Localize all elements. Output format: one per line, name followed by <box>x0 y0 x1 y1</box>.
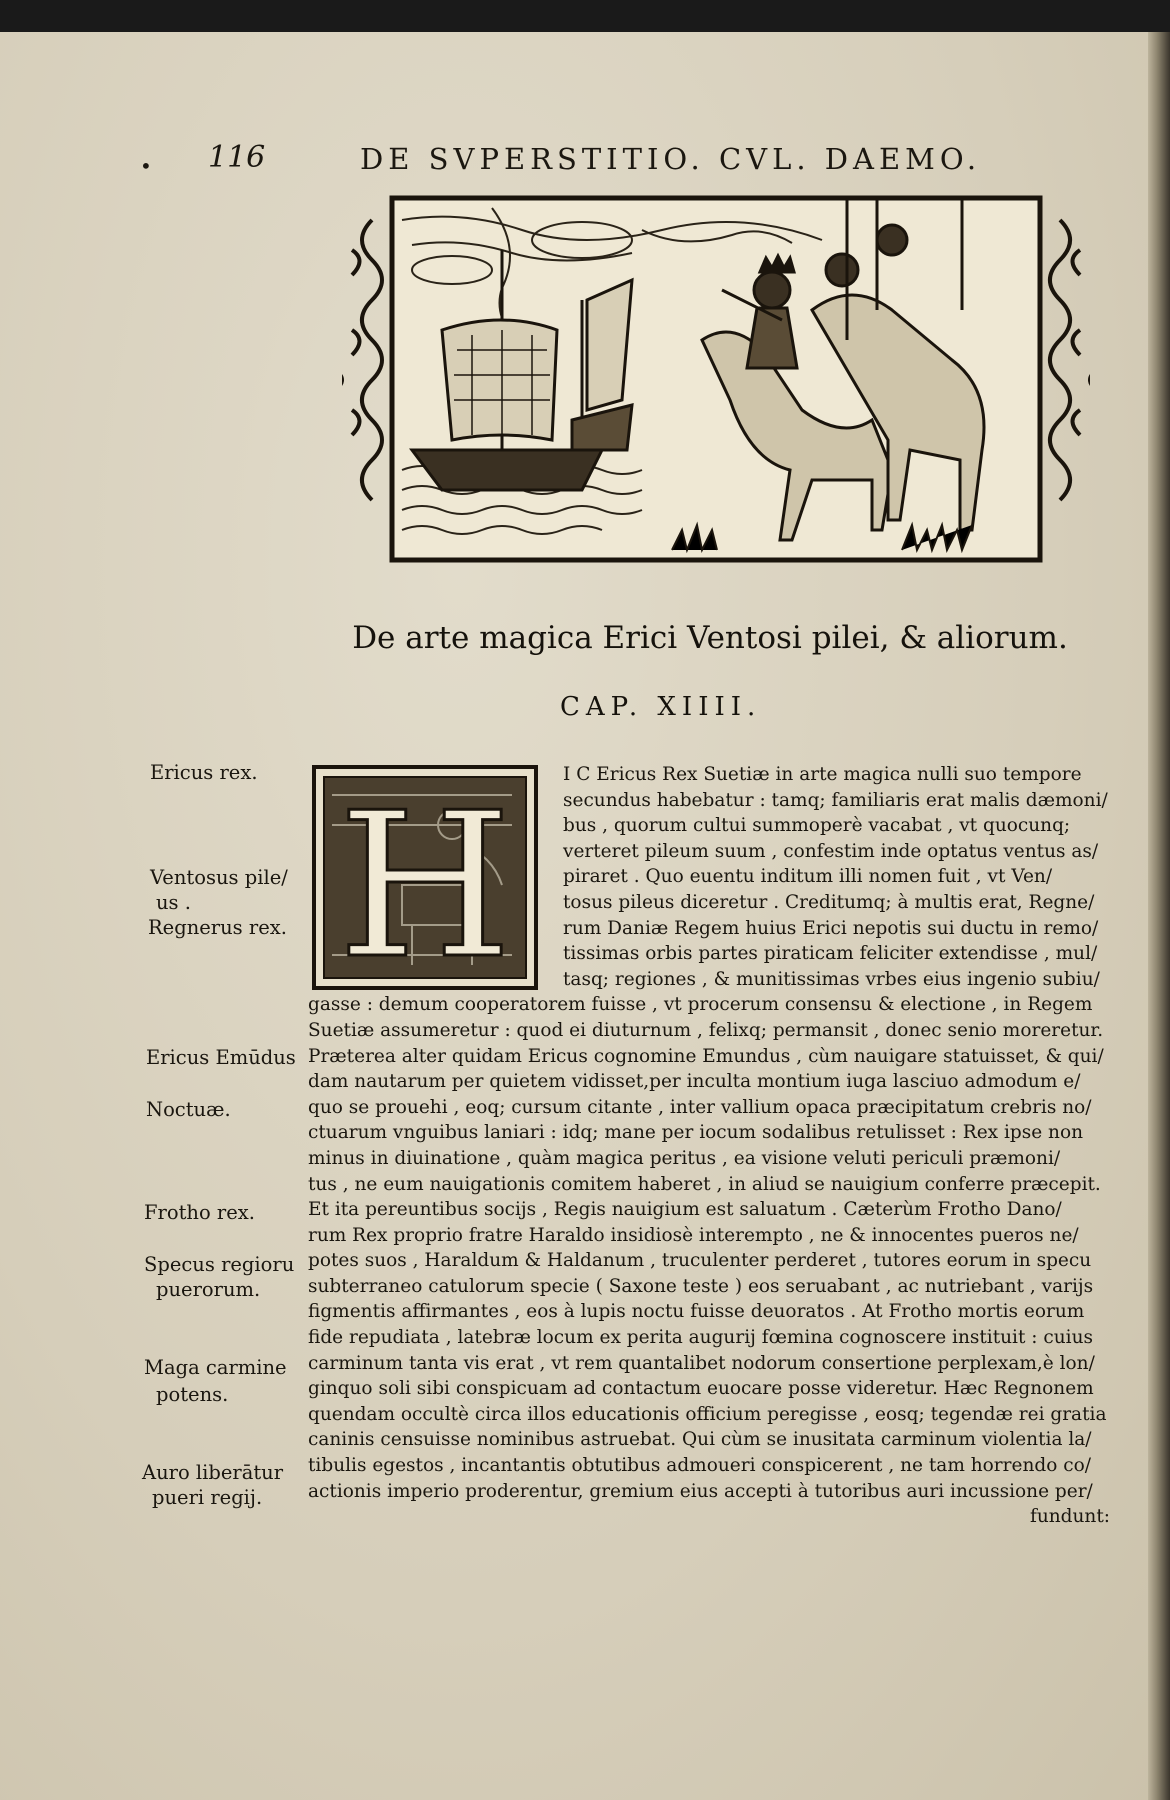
body-line: tibulis egestos , incantantis obtutibus admoueri conspicerent , ne tam horrendo co/ <box>308 1455 1091 1477</box>
body-line: subterraneo catulorum specie ( Saxone teste ) eos seruabant , ac nutriebant , varijs <box>308 1275 1094 1297</box>
body-line: rum Rex proprio fratre Haraldo insidiosè interempto , ne & innocentes pueros ne/ <box>308 1224 1079 1246</box>
chapter-body <box>308 762 1110 1530</box>
margin-note-auro-1: Auro liberātur <box>142 1461 284 1484</box>
body-line: tissimas orbis partes piraticam feliciter extendisse , mul/ <box>563 943 1098 965</box>
body-line: ctuarum vnguibus laniari : idq; mane per iocum sodalibus retulisset : Rex ipse non <box>308 1122 1084 1144</box>
body-line: caninis censuisse nominibus astruebat. Qui cùm se inusitata carminum violentia la/ <box>308 1429 1092 1451</box>
page-header <box>140 140 1060 176</box>
body-line: tus , ne eum nauigationis comitem haberet , in aliud se nauigium conferre præcepit. <box>308 1173 1101 1195</box>
body-line: rum Daniæ Regem huius Erici nepotis sui ductu in remo/ <box>563 917 1099 939</box>
body-line: actionis imperio proderentur, gremium eius accepti à tutoribus auri incussione per/ <box>308 1480 1093 1502</box>
body-line: dam nautarum per quietem vidisset,per inculta montium iuga lasciuo admodum e/ <box>308 1071 1081 1093</box>
margin-note-noctuae: Noctuæ. <box>146 1098 231 1121</box>
left-ornament <box>342 220 382 500</box>
body-line: gasse : demum cooperatorem fuisse , vt procerum consensu & electione , in Regem <box>308 994 1093 1016</box>
woodcut-illustration <box>342 190 1090 570</box>
right-ornament <box>1050 220 1090 500</box>
body-line: fide repudiata , latebræ locum ex perita augurij fœmina cognoscere instituit : cuius <box>308 1327 1093 1349</box>
body-line: quendam occultè circa illos educationis officium peregisse , eosq; tegendæ rei gratia <box>308 1403 1107 1425</box>
page-edge <box>1148 32 1170 1800</box>
body-line: carminum tanta vis erat , vt rem quantalibet nodorum consertione perplexam,è lon/ <box>308 1352 1095 1374</box>
page-number: 116 <box>208 140 266 175</box>
chapter-number: CAP. XIIII. <box>560 692 762 722</box>
body-line: Et ita pereuntibus socijs , Regis nauigium est saluatum . Cæterùm Frotho Dano/ <box>308 1199 1062 1221</box>
body-line: figmentis affirmantes , eos à lupis noctu fuisse deuoratos . At Frotho mortis eorum <box>308 1301 1085 1323</box>
body-line: secundus habebatur : tamq; familiaris erat malis dæmoni/ <box>563 789 1108 811</box>
margin-note-maga-1: Maga carmine <box>144 1356 287 1379</box>
margin-note-maga-2: potens. <box>156 1383 229 1406</box>
body-line: potes suos , Haraldum & Haldanum , truculenter perderet , tutores eorum in specu <box>308 1250 1092 1272</box>
body-line: Præterea alter quidam Ericus cognomine Emundus , cùm nauigare statuisset, & qui/ <box>308 1045 1104 1067</box>
body-line: tosus pileus diceretur . Creditumq; à multis erat, Regne/ <box>563 891 1095 913</box>
margin-note-ericus-emundus: Ericus Emūdus <box>146 1046 296 1069</box>
margin-note-auro-2: pueri regij. <box>152 1486 263 1509</box>
svg-text:H: H <box>337 770 513 990</box>
body-line: bus , quorum cultui summoperè vacabat , vt quocunq; <box>563 815 1071 837</box>
body-line: minus in diuinatione , quàm magica peritus , ea visione veluti periculi præmoni/ <box>308 1147 1061 1169</box>
margin-note-ericus-rex: Ericus rex. <box>150 761 258 784</box>
body-line: verteret pileum suum , confestim inde optatus ventus as/ <box>563 840 1099 862</box>
margin-note-specus-1: Specus regioru <box>144 1253 295 1276</box>
catchword: fundunt: <box>1029 1506 1110 1528</box>
body-line: ginquo soli sibi conspicuam ad contactum euocare posse videretur. Hæc Regnonem <box>308 1378 1094 1400</box>
body-line: Suetiæ assumeretur : quod ei diuturnum , felixq; permansit , donec senio moreretur. <box>308 1019 1104 1041</box>
running-title: DE SVPERSTITIO. CVL. DAEMO. <box>360 142 982 176</box>
margin-note-specus-2: puerorum. <box>156 1278 261 1301</box>
body-line: quo se prouehi , eoq; cursum citante , inter vallium opaca præcipitatum crebris no/ <box>308 1096 1092 1118</box>
margin-note-regnerus: Regnerus rex. <box>148 916 287 939</box>
margin-note-frotho: Frotho rex. <box>144 1201 255 1224</box>
chapter-title: De arte magica Erici Ventosi pilei, & aliorum. <box>352 620 1068 656</box>
body-line: tasq; regiones , & munitissimas vrbes eius ingenio subiu/ <box>563 968 1100 990</box>
body-line: I C Ericus Rex Suetiæ in arte magica nulli suo tempore <box>563 764 1082 785</box>
body-line: piraret . Quo euentu inditum illi nomen fuit , vt Ven/ <box>563 866 1053 888</box>
margin-note-ventosus-2: us . <box>156 891 191 914</box>
margin-note-ventosus-1: Ventosus pile/ <box>150 866 288 889</box>
header-mark: • <box>140 154 152 178</box>
